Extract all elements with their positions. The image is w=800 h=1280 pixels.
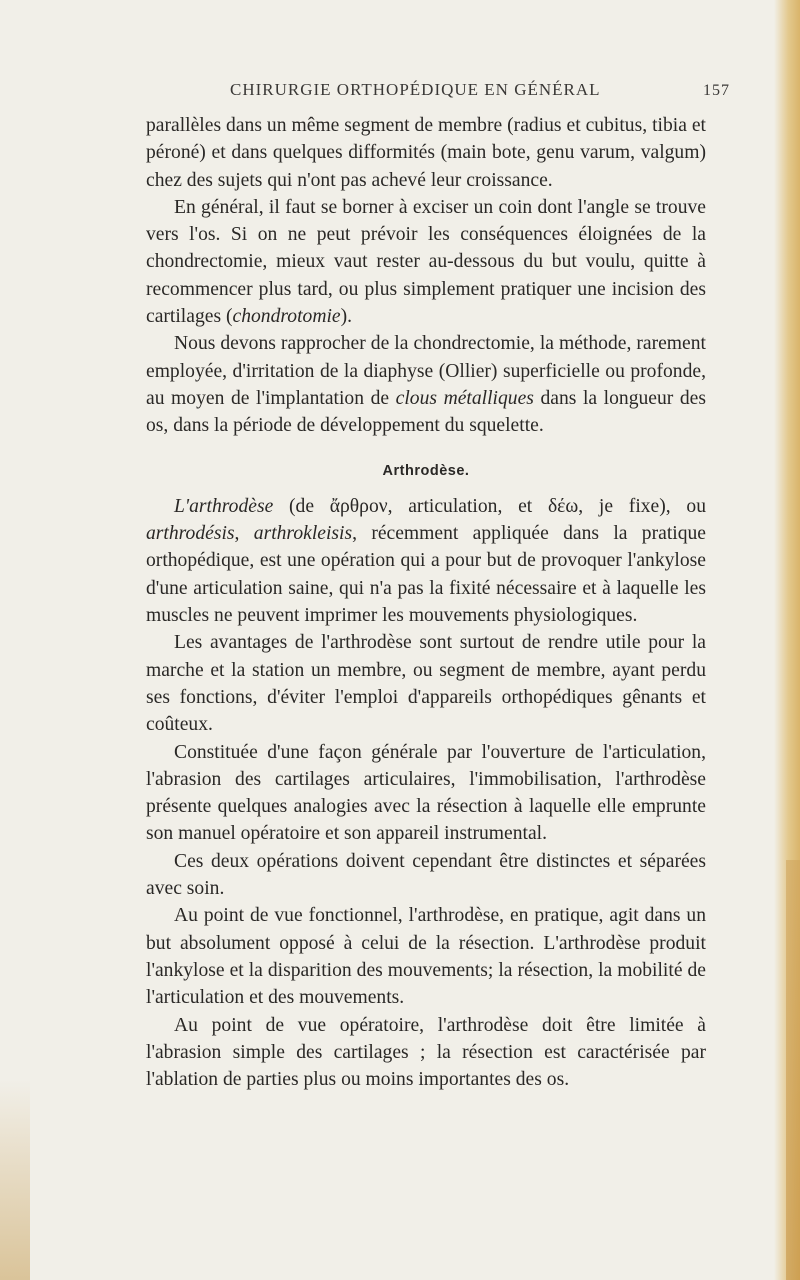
paragraph-text: Constituée d'une façon générale par l'ouverture de l'articulation, l'abrasion des cartilages articulaires, l'immobilisation, l'arthrodèse présente quelques analogies avec la résection à laquelle elle emprunte son manuel opératoire et son appareil instrumental.	[146, 741, 706, 845]
paragraph-text: dans la longueur des os, dans la période de développement du squelette.	[146, 387, 707, 437]
italic-term: clous métalliques	[395, 387, 534, 409]
header-title: CHIRURGIE ORTHOPÉDIQUE EN GÉNÉRAL	[230, 80, 601, 99]
paragraph-fonctionnel	[146, 902, 706, 1011]
paragraph-clous	[146, 330, 706, 439]
italic-term: arthrokleisis	[253, 523, 353, 545]
running-header	[230, 80, 730, 100]
italic-term: arthrodésis	[146, 523, 235, 545]
paragraph-text: En général, il faut se borner à exciser un coin dont l'angle se trouve vers l'os. Si on ne peut prévoir les conséquences éloignées de la chondrectomie, mieux vaut rester au-dessous du but voulu, quitte à recommencer plus tard, ou plus simplement pratiquer une incision des cartilages (	[146, 196, 706, 328]
paragraph-avantages	[146, 629, 706, 738]
paragraph-text: Au point de vue fonctionnel, l'arthrodèse, en pratique, agit dans un but absolument opposé à celui de la résection. L'arthrodèse produit l'ankylose et la disparition des mouvements; la résection, la mobilité de l'articulation et des mouvements.	[146, 905, 706, 1009]
page-edge-stain-lower	[786, 860, 800, 1280]
section-heading: Arthrodèse.	[382, 462, 470, 479]
paragraph-operatoire	[146, 1012, 706, 1094]
paragraph-text: (de ἄρθρον, articulation, et δέω, je fixe), ou	[273, 495, 706, 517]
paragraph-text: parallèles dans un même segment de membre (radius et cubitus, tibia et péroné) et dans quelques difformités (main bote, genu varum, valgum) chez des sujets qui n'ont pas achevé leur croissance.	[146, 115, 706, 191]
italic-term: L'arthrodèse	[174, 495, 274, 517]
page-corner-stain	[0, 1080, 30, 1280]
paragraph-text: Au point de vue opératoire, l'arthrodèse doit être limitée à l'abrasion simple des cartilages ; la résection est caractérisée par l'ablation de parties plus ou moins importantes des os.	[146, 1014, 706, 1091]
paragraph-definition	[146, 493, 706, 629]
italic-term: chondrotomie	[232, 306, 341, 328]
paragraph-text: Nous devons rapprocher de la chondrectomie, la méthode, rarement employée, d'irritation de la diaphyse (Ollier) superficielle ou profonde, au moyen de l'implantation de	[146, 333, 706, 409]
paragraph-text: , récemment appliquée dans la pratique orthopédique, est une opération qui a pour but de provoquer l'ankylose d'une articulation saine, qui n'a pas la fixité nécessaire et à laquelle les muscles ne peuvent imprimer les mouvements physiologiques.	[146, 523, 707, 627]
page-body	[146, 112, 706, 1093]
paragraph-constituee	[146, 739, 706, 848]
paragraph-text: Ces deux opérations doivent cependant être distinctes et séparées avec soin.	[146, 850, 706, 900]
paragraph-chondrotomie	[146, 194, 706, 330]
paragraph-text: Les avantages de l'arthrodèse sont surtout de rendre utile pour la marche et la station un membre, ou segment de membre, ayant perdu ses fonctions, d'éviter l'emploi d'appareils orthopédiques gênants et coûteux.	[146, 632, 706, 736]
page-number: 157	[703, 82, 730, 99]
separator: ,	[234, 523, 254, 545]
paragraph-continued	[146, 112, 706, 194]
paragraph-distinctes	[146, 848, 706, 903]
paragraph-text: ).	[340, 306, 353, 328]
